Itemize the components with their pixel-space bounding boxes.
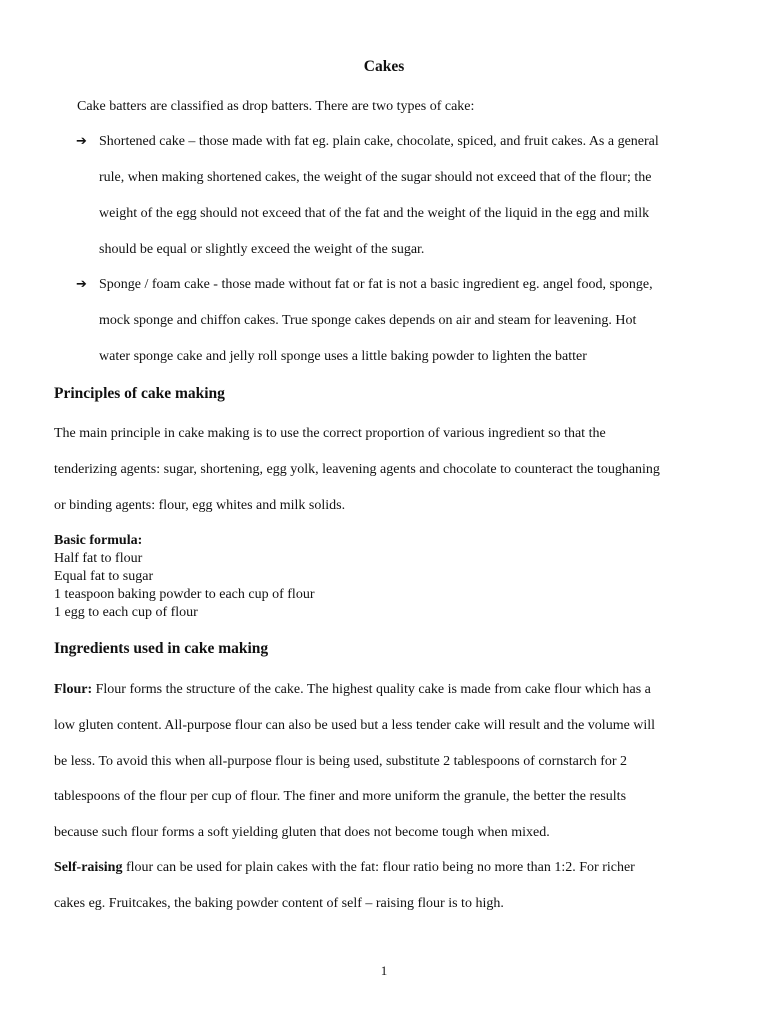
paragraph-line: tablespoons of the flour per cup of flour. The finer and more uniform the granule, the better the results: [54, 789, 627, 805]
bullet-line: Shortened cake – those made with fat eg. plain cake, chocolate, spiced, and fruit cakes. As a general: [99, 134, 659, 149]
formula-item: Half fat to flour: [54, 551, 143, 566]
formula-item: 1 teaspoon baking powder to each cup of flour: [54, 587, 315, 602]
basic-formula: [54, 532, 314, 622]
paragraph-line: low gluten content. All-purpose flour can also be used but a less tender cake will result and the volume will: [54, 717, 656, 733]
arrow-bullet-icon: ➔: [76, 134, 87, 149]
flour-paragraph: [54, 672, 724, 851]
intro-paragraph: Cake batters are classified as drop batters. There are two types of cake:: [77, 99, 475, 114]
bullet-line: water sponge cake and jelly roll sponge uses a little baking powder to lighten the batter: [99, 349, 587, 364]
bullet-line: rule, when making shortened cakes, the weight of the sugar should not exceed that of the flour; the: [99, 170, 652, 185]
paragraph-line: cakes eg. Fruitcakes, the baking powder content of self – raising flour is to high.: [54, 895, 504, 911]
self-raising-paragraph: [54, 850, 724, 922]
paragraph-line: because such flour forms a soft yielding gluten that does not become tough when mixed.: [54, 825, 550, 841]
paragraph-line: The main principle in cake making is to use the correct proportion of various ingredient so that the: [54, 426, 606, 441]
bullet-text: [99, 267, 719, 375]
self-raising-label: Self-raising: [54, 860, 123, 875]
basic-formula-title: Basic formula:: [54, 533, 143, 548]
paragraph-line: be less. To avoid this when all-purpose flour is being used, substitute 2 tablespoons of cornstarch for 2: [54, 753, 628, 769]
paragraph-line: or binding agents: flour, egg whites and milk solids.: [54, 497, 346, 513]
formula-item: 1 egg to each cup of flour: [54, 605, 198, 620]
bullet-line: should be equal or slightly exceed the weight of the sugar.: [99, 242, 425, 257]
formula-item: Equal fat to sugar: [54, 569, 154, 584]
paragraph-line: tenderizing agents: sugar, shortening, egg yolk, leavening agents and chocolate to counteract the toughaning: [54, 461, 660, 477]
flour-label: Flour:: [54, 682, 93, 697]
principles-heading: Principles of cake making: [54, 385, 225, 402]
bullet-line: mock sponge and chiffon cakes. True sponge cakes depends on air and steam for leavening. Hot: [99, 313, 637, 328]
bullet-text: [99, 124, 719, 268]
principles-paragraph: [54, 416, 724, 523]
bullet-line: Sponge / foam cake - those made without fat or fat is not a basic ingredient eg. angel food, sponge,: [99, 277, 653, 292]
ingredients-heading: Ingredients used in cake making: [54, 640, 269, 657]
paragraph-line: Self-raising flour can be used for plain cakes with the fat: flour ratio being no more than 1:2. For richer: [54, 860, 635, 875]
bullet-line: weight of the egg should not exceed that of the fat and the weight of the liquid in the egg and milk: [99, 206, 650, 221]
document-title: Cakes: [363, 58, 405, 75]
paragraph-line: Flour: Flour forms the structure of the cake. The highest quality cake is made from cake flour which has a: [54, 682, 651, 697]
arrow-bullet-icon: ➔: [76, 277, 87, 292]
page-number: 1: [380, 963, 388, 978]
